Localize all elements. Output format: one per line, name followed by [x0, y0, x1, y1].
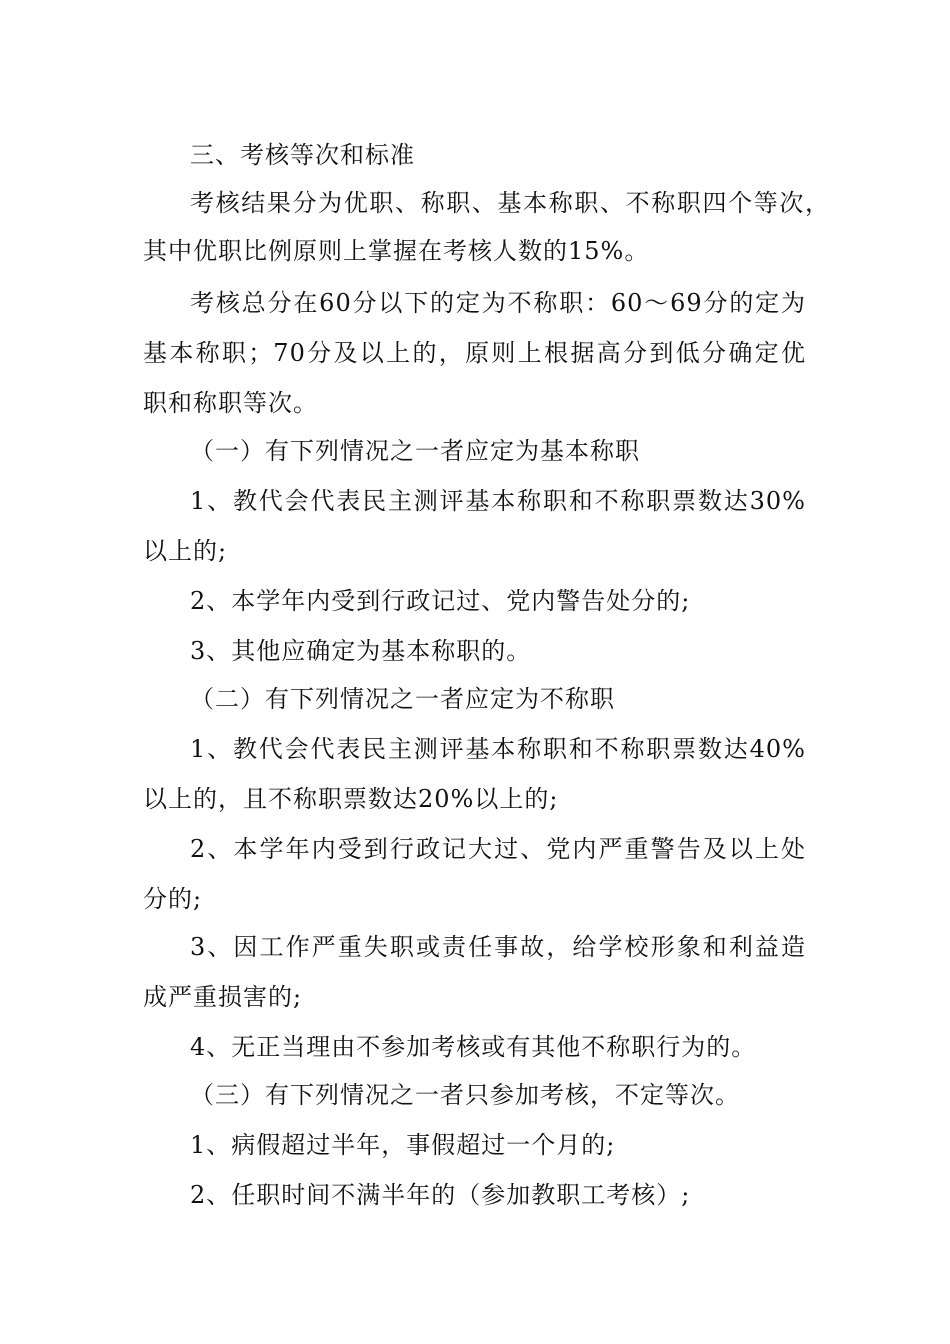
- paragraph-line: 考核结果分为优职、称职、基本称职、不称职四个等次，: [190, 189, 830, 217]
- list-item: 1、教代会代表民主测评基本称职和不称职票数达40%: [190, 735, 806, 763]
- section-heading: 三、考核等次和标准: [190, 141, 415, 169]
- list-item: 2、任职时间不满半年的（参加教职工考核）;: [190, 1181, 691, 1209]
- subsection-heading: （一）有下列情况之一者应定为基本称职: [190, 437, 640, 465]
- list-item-continuation: 以上的，且不称职票数达20%以上的;: [143, 785, 559, 813]
- paragraph-line: 考核总分在60分以下的定为不称职：60～69分的定为: [190, 289, 806, 317]
- paragraph-line: 基本称职；70分及以上的，原则上根据高分到低分确定优: [143, 339, 806, 367]
- list-item: 1、教代会代表民主测评基本称职和不称职票数达30%: [190, 487, 806, 515]
- list-item-continuation: 以上的;: [143, 537, 228, 565]
- list-item: 2、本学年内受到行政记过、党内警告处分的;: [190, 587, 691, 615]
- subsection-heading: （二）有下列情况之一者应定为不称职: [190, 685, 615, 713]
- paragraph-line: 其中优职比例原则上掌握在考核人数的15%。: [143, 237, 650, 265]
- list-item: 1、病假超过半年，事假超过一个月的;: [190, 1131, 616, 1159]
- list-item: 4、无正当理由不参加考核或有其他不称职行为的。: [190, 1033, 757, 1061]
- list-item-continuation: 成严重损害的;: [143, 983, 303, 1011]
- list-item: 3、其他应确定为基本称职的。: [190, 637, 532, 665]
- list-item: 2、本学年内受到行政记大过、党内严重警告及以上处: [190, 835, 806, 863]
- list-item-continuation: 分的;: [143, 885, 203, 913]
- paragraph-line: 职和称职等次。: [143, 389, 318, 417]
- subsection-heading: （三）有下列情况之一者只参加考核，不定等次。: [190, 1081, 740, 1109]
- list-item: 3、因工作严重失职或责任事故，给学校形象和利益造: [190, 933, 806, 961]
